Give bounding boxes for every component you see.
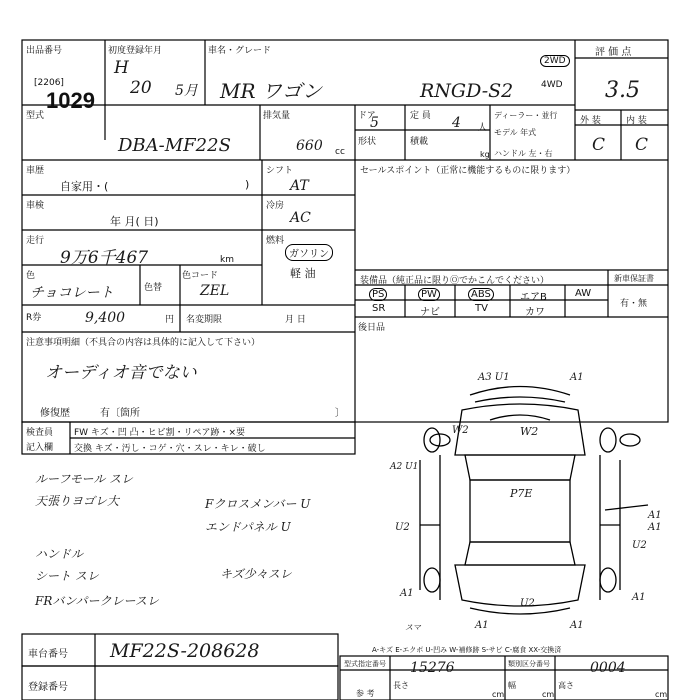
mark-w2-hood: W2 [520, 425, 539, 438]
type-designation-label: 型式指定番号 [344, 660, 386, 668]
type-designation: 15276 [410, 660, 455, 676]
mileage: 9万6千467 [60, 248, 149, 268]
displacement: 660 [296, 138, 323, 154]
ac: AC [290, 210, 311, 226]
history-close: ) [245, 178, 250, 191]
dealer-label: ディーラー・並行 [494, 111, 558, 120]
inspector-row-1: FW キズ・凹 凸・ヒビ割・リペア跡・×要 [74, 428, 245, 438]
equip-aw: AW [575, 288, 592, 299]
mark-a1-rear-right: A1 [632, 592, 646, 603]
sales-title: セールスポイント（正常に機能するものに限ります） [360, 166, 576, 176]
drive-4wd: 4WD [541, 80, 563, 90]
grade: RNGD-S2 [420, 80, 514, 102]
notes-title: 注意事項明細（不具合の内容は具体的に記入して下さい） [26, 338, 261, 348]
fuel-label: 燃料 [266, 236, 285, 246]
mark-a1-rear-left: A1 [400, 588, 414, 599]
fuel-alt: 軽 油 [290, 267, 316, 280]
load-label: 積載 [410, 137, 429, 147]
ref-label: 参 考 [356, 689, 375, 698]
repair-value: 有〔箇所 [100, 408, 140, 419]
first-reg-label: 初度登録年月 [108, 46, 163, 56]
first-reg-month: 5月 [175, 83, 198, 99]
remark-cross-member: Fクロスメンバー U [205, 497, 311, 511]
height-cm: cm [655, 690, 668, 699]
mark-u2-rear: U2 [520, 598, 535, 609]
remark-fr-bumper: FRバンパークレースレ [35, 594, 159, 608]
remark-scratch: キズ少々スレ [220, 567, 292, 581]
ac-label: 冷房 [266, 201, 285, 211]
class-number: 0004 [590, 660, 626, 676]
inspection-fields: 年 月( 日) [110, 215, 159, 228]
exterior-grade: C [592, 135, 606, 155]
km-unit: km [220, 255, 234, 265]
equip-airbag: エアB [520, 292, 547, 303]
damage-legend: A-キズ E-エクボ U-凹み W-補修跡 S-サビ C-腐食 XX-交換済 [372, 646, 562, 654]
score-label: 評 価 点 [595, 47, 632, 58]
equip-pw: PW [418, 288, 440, 301]
doors: 5 [370, 115, 379, 131]
recycle-label: R券 [26, 313, 42, 323]
yen-unit: 円 [165, 315, 175, 325]
displacement-label: 排気量 [263, 111, 291, 121]
mark-a1-right-2: A1 [648, 522, 662, 533]
remark-seat: シート スレ [35, 569, 99, 583]
modification-label: 名変期限 [186, 315, 223, 325]
repair-label: 修復歴 [40, 408, 70, 419]
width-label: 幅 [508, 681, 516, 690]
shift-label: シフト [266, 166, 294, 176]
car-name-label: 車名・グレード [208, 46, 272, 56]
remark-handle: ハンドル [35, 547, 84, 561]
repair-close: 〕 [335, 408, 345, 419]
capacity: 4 [452, 115, 461, 131]
inspector-label-2: 記入欄 [26, 443, 54, 453]
mark-w2-left: W2 [452, 425, 469, 436]
first-reg-era: H [114, 58, 129, 78]
capacity-unit: 人 [478, 123, 488, 133]
history-label: 車歴 [26, 166, 45, 176]
chassis-number: MF22S-208628 [110, 640, 260, 662]
remark-roof-mould: ルーフモール スレ [35, 472, 134, 486]
equip-leather: カワ [525, 307, 545, 318]
equip-navi: ナビ [420, 307, 440, 318]
recycle-amount: 9,400 [85, 310, 126, 326]
modification-fields: 月 日 [285, 315, 306, 325]
remark-headliner: 天張りヨゴレ大 [35, 494, 120, 508]
car-name: MR ワゴン [220, 79, 322, 103]
width-cm: cm [542, 690, 555, 699]
color-change-label: 色替 [144, 283, 163, 293]
auction-code: [2206] [34, 78, 64, 88]
aftermarket-label: 後日品 [358, 323, 386, 333]
length-label: 長さ [393, 681, 409, 690]
equip-ps: PS [369, 288, 387, 301]
shape-label: 形状 [358, 137, 377, 147]
cc-unit: cc [335, 147, 345, 157]
color-code-label: 色コード [182, 271, 219, 281]
interior-label: 内 装 [626, 116, 647, 126]
mark-u2-left: U2 [395, 522, 410, 533]
chassis-label: 車台番号 [28, 649, 68, 660]
color-label: 色 [26, 271, 36, 281]
exterior-label: 外 装 [580, 116, 601, 126]
equip-abs: ABS [468, 288, 494, 301]
model-label: 型式 [26, 111, 45, 121]
new-car-label: 新車保証書 [614, 274, 654, 283]
notes-text: オーディオ音でない [45, 363, 197, 383]
lot-number: 1029 [46, 88, 95, 113]
first-reg-year: 20 [130, 78, 152, 98]
shift: AT [290, 178, 309, 194]
equipment-title: 装備品（純正品に限りⓄでかこんでください） [360, 276, 550, 286]
model-year-label: モデル 年式 [494, 128, 537, 137]
equip-sr: SR [372, 303, 386, 314]
interior-grade: C [635, 135, 649, 155]
equip-tv: TV [475, 303, 488, 314]
drive-2wd: 2WD [540, 55, 570, 67]
mark-a1-right-1: A1 [648, 510, 662, 521]
score: 3.5 [605, 78, 640, 103]
remark-end-panel: エンドパネル U [205, 520, 291, 534]
doors-label: ドア [358, 111, 376, 121]
reg-label: 登録番号 [28, 682, 68, 693]
mark-u2-right: U2 [632, 540, 647, 551]
mark-suma: スマ [405, 623, 421, 632]
warranty: 有・無 [620, 299, 648, 309]
mark-a2u1: A2 U1 [390, 462, 419, 472]
color: チョコレート [30, 285, 114, 301]
handle-label: ハンドル 左・右 [494, 149, 553, 158]
mark-roof: P7E [510, 487, 533, 500]
capacity-label: 定 員 [410, 111, 431, 121]
fuel: ガソリン [285, 244, 333, 261]
class-label: 類別区分番号 [508, 660, 550, 668]
lot-number-label: 出品番号 [26, 46, 63, 56]
mark-a1-front: A1 [570, 372, 584, 383]
length-cm: cm [492, 690, 505, 699]
inspection-label: 車検 [26, 201, 45, 211]
color-code: ZEL [200, 283, 230, 299]
inspector-label-1: 検査員 [26, 428, 54, 438]
mark-a1-bumper-right: A1 [570, 620, 584, 631]
mark-a1-bumper-left: A1 [475, 620, 489, 631]
inspector-row-2: 交換 キズ・汚し・コゲ・穴・スレ・キレ・破し [74, 444, 266, 454]
mark-a3u1: A3 U1 [478, 372, 510, 383]
history-value: 自家用・( [60, 180, 109, 193]
kg-unit: kg [480, 150, 490, 159]
height-label: 高さ [558, 681, 574, 690]
mileage-label: 走行 [26, 236, 45, 246]
model: DBA-MF22S [118, 135, 231, 156]
